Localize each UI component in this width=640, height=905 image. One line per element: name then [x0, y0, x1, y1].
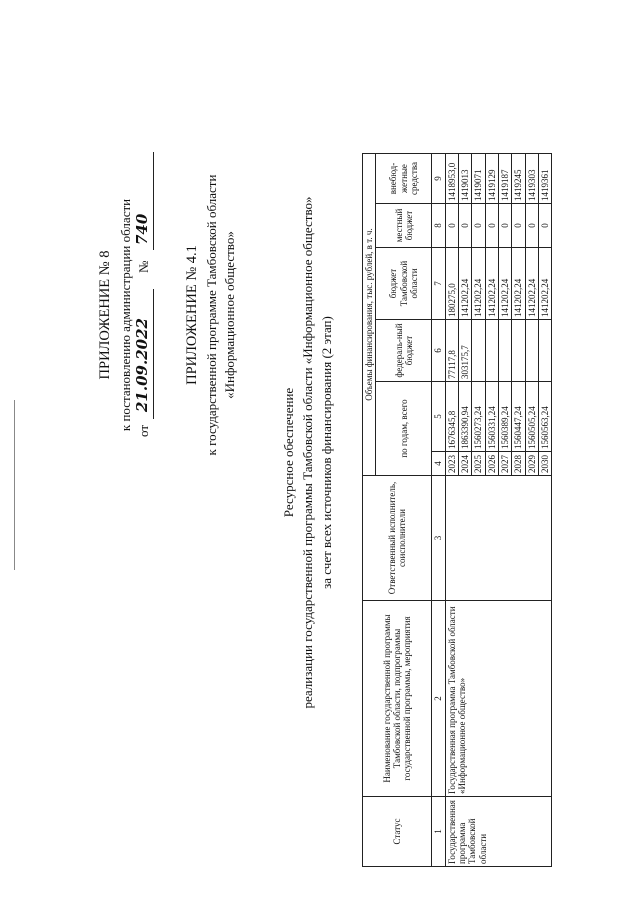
federal-cell [472, 320, 485, 382]
date-underline [153, 289, 154, 419]
extrabudget-cell: 1419245 [512, 154, 525, 204]
year-cell: 2026 [485, 452, 498, 476]
appendix41-program-line: к государственной программе Тамбовской области [204, 174, 219, 456]
appendix8-number: 740 [133, 213, 151, 245]
total-cell: 1560389,24 [499, 382, 512, 452]
year-cell: 2028 [512, 452, 525, 476]
col-number: 9 [432, 154, 445, 204]
column-number-row [432, 154, 445, 867]
year-cell: 2030 [539, 452, 552, 476]
regional-cell: 141202,24 [472, 248, 485, 320]
col-number: 8 [432, 204, 445, 248]
regional-cell: 141202,24 [539, 248, 552, 320]
resource-table [362, 153, 552, 867]
appendix8-date: 21.09.2022 [133, 318, 151, 412]
regional-cell: 141202,24 [525, 248, 538, 320]
appendix8-date-prefix: от [136, 424, 151, 437]
header-federal: федераль-ный бюджет [376, 320, 432, 382]
total-cell: 1560505,24 [525, 382, 538, 452]
year-cell: 2025 [472, 452, 485, 476]
local-cell: 0 [485, 204, 498, 248]
extrabudget-cell: 1419187 [499, 154, 512, 204]
col-number: 5 [432, 382, 445, 452]
local-cell: 0 [525, 204, 538, 248]
col-number: 3 [432, 476, 445, 601]
regional-cell: 141202,24 [459, 248, 472, 320]
appendix41-program-name: «Информационное общество» [222, 231, 237, 399]
appendix8-num-prefix: № [136, 260, 151, 273]
status-cell: Государственная программа Тамбовской области [445, 797, 552, 867]
header-volumes: Объемы финансирования, тыс. рублей, в т. ч. [363, 154, 376, 476]
col-number: 6 [432, 320, 445, 382]
regional-cell: 141202,24 [512, 248, 525, 320]
header-by-years: по годам, всего [376, 382, 432, 476]
header-regional: бюджет Тамбовской области [376, 248, 432, 320]
total-cell: 1863390,94 [459, 382, 472, 452]
extrabudget-cell: 1419071 [472, 154, 485, 204]
local-cell: 0 [459, 204, 472, 248]
year-cell: 2023 [445, 452, 458, 476]
federal-cell [485, 320, 498, 382]
federal-cell: 77117,8 [445, 320, 458, 382]
regional-cell: 180275,0 [445, 248, 458, 320]
regional-cell: 141202,24 [485, 248, 498, 320]
year-cell: 2024 [459, 452, 472, 476]
federal-cell: 303175,7 [459, 320, 472, 382]
program-name-cell: Государственная программа Тамбовской области «Информационное общество» [445, 601, 552, 797]
doc-title-line2: реализации государственной программы Тамбовской области «Информационное общество» [300, 196, 315, 709]
appendix8-title: ПРИЛОЖЕНИЕ № 8 [97, 250, 113, 380]
table-row [445, 154, 458, 867]
extrabudget-cell: 1418953,0 [445, 154, 458, 204]
header-executor: Ответственный исполнитель, соисполнители [363, 476, 432, 601]
local-cell: 0 [539, 204, 552, 248]
col-number: 4 [432, 452, 445, 476]
federal-cell [512, 320, 525, 382]
extrabudget-cell: 1419361 [539, 154, 552, 204]
extrabudget-cell: 1419013 [459, 154, 472, 204]
appendix41-title: ПРИЛОЖЕНИЕ № 4.1 [184, 245, 200, 385]
local-cell: 0 [499, 204, 512, 248]
local-cell: 0 [472, 204, 485, 248]
header-extrabudget: внебюд-жетные средства [376, 154, 432, 204]
year-cell: 2027 [499, 452, 512, 476]
executor-cell [445, 476, 552, 601]
header-local: местный бюджет [376, 204, 432, 248]
number-underline [153, 152, 154, 250]
federal-cell [499, 320, 512, 382]
local-cell: 0 [512, 204, 525, 248]
extrabudget-cell: 1419129 [485, 154, 498, 204]
local-cell: 0 [445, 204, 458, 248]
appendix8-decree-line: к постановлению администрации области [118, 198, 133, 432]
col-number: 7 [432, 248, 445, 320]
total-cell: 1560331,24 [485, 382, 498, 452]
header-name: Наименование государственной программы Тамбовской области, подпрограммы государственной программы, мероприятия [363, 601, 432, 797]
extrabudget-cell: 1419303 [525, 154, 538, 204]
total-cell: 1676345,8 [445, 382, 458, 452]
doc-title-line1: Ресурсное обеспечение [281, 387, 296, 518]
total-cell: 1560563,24 [539, 382, 552, 452]
header-status: Статус [363, 797, 432, 867]
total-cell: 1560447,24 [512, 382, 525, 452]
total-cell: 1560273,24 [472, 382, 485, 452]
federal-cell [539, 320, 552, 382]
regional-cell: 141202,24 [499, 248, 512, 320]
doc-title-line3: за счет всех источников финансирования (2 этап) [319, 316, 334, 589]
col-number: 1 [432, 797, 445, 867]
col-number: 2 [432, 601, 445, 797]
federal-cell [525, 320, 538, 382]
year-cell: 2029 [525, 452, 538, 476]
